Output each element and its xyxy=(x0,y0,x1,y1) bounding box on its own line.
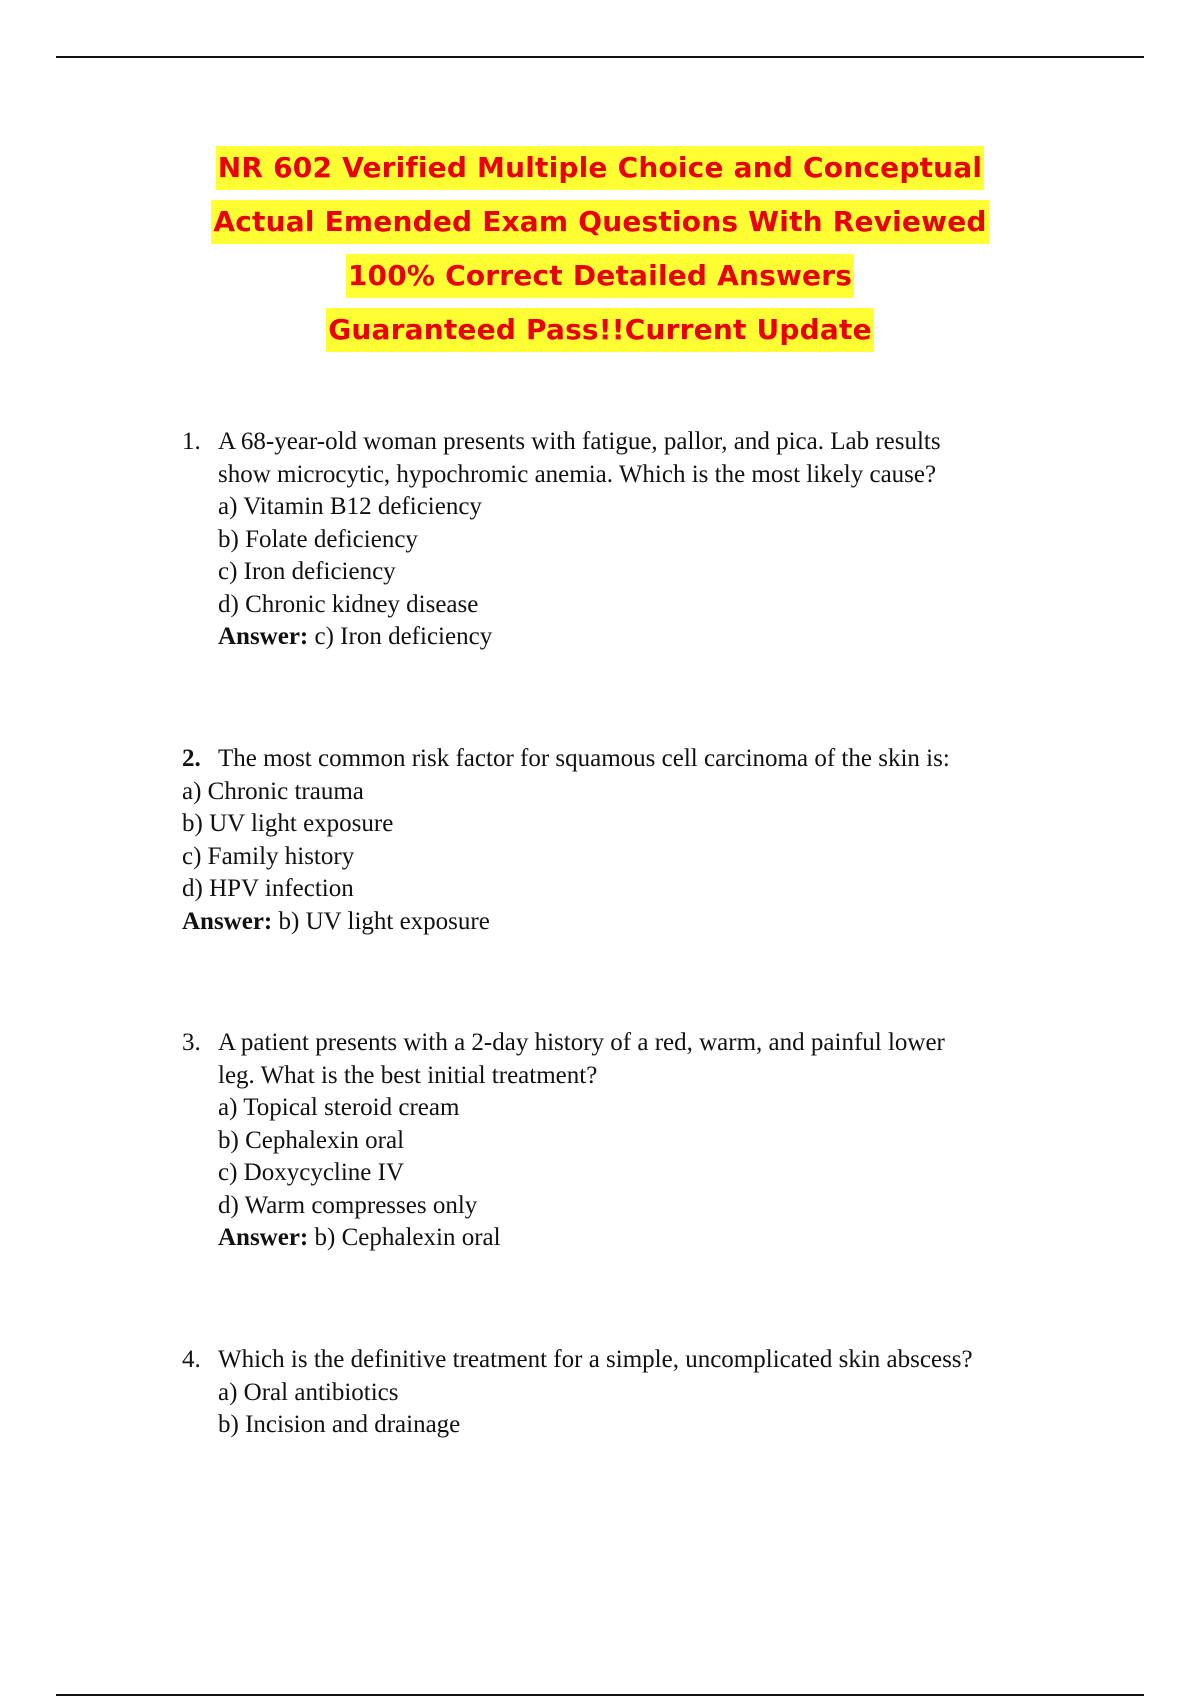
title-line xyxy=(0,254,1200,308)
answer-label: Answer: xyxy=(182,907,273,935)
answer-option: c) Iron deficiency xyxy=(218,558,396,585)
question-2 xyxy=(182,743,950,938)
answer-option: a) Vitamin B12 deficiency xyxy=(218,493,482,520)
answer-option: b) Cephalexin oral xyxy=(218,1126,405,1154)
question-4 xyxy=(182,1344,973,1442)
answer-text: b) Cephalexin oral xyxy=(314,1224,501,1251)
answer-option: d) HPV infection xyxy=(182,875,354,902)
question-3 xyxy=(182,1027,945,1255)
title-text: Guaranteed Pass!!Current Update xyxy=(326,308,874,352)
top-rule xyxy=(56,56,1144,58)
question-text: A patient presents with a 2-day history of a red, warm, and painful lower xyxy=(218,1029,945,1056)
answer-option: c) Family history xyxy=(182,842,355,870)
answer-option: c) Doxycycline IV xyxy=(218,1159,405,1186)
question-stem-line: leg. What is the best initial treatment? xyxy=(218,1061,598,1089)
question-stem-line xyxy=(182,1344,973,1377)
bottom-rule xyxy=(56,1694,1144,1696)
answer-option: b) Incision and drainage xyxy=(218,1411,461,1438)
answer-line xyxy=(182,906,950,939)
question-stem-line: show microcytic, hypochromic anemia. Which is the most likely cause? xyxy=(218,460,937,488)
answer-label: Answer: xyxy=(218,623,309,650)
question-stem-line xyxy=(182,743,950,776)
title-line xyxy=(0,146,1200,200)
title-line xyxy=(0,308,1200,363)
question-stem-line xyxy=(182,1027,945,1060)
answer-text: c) Iron deficiency xyxy=(314,623,493,650)
answer-option: b) UV light exposure xyxy=(182,810,394,837)
answer-label: Answer: xyxy=(218,1224,309,1251)
question-1 xyxy=(182,426,941,654)
question-text: The most common risk factor for squamous cell carcinoma of the skin is: xyxy=(218,745,950,772)
title-text: 100% Correct Detailed Answers xyxy=(346,254,854,298)
question-text: Which is the definitive treatment for a simple, uncomplicated skin abscess? xyxy=(218,1346,973,1373)
answer-option: a) Topical steroid cream xyxy=(218,1094,460,1121)
question-number: 1. xyxy=(182,428,201,455)
question-number: 2. xyxy=(182,745,201,772)
answer-option: d) Warm compresses only xyxy=(218,1191,478,1219)
title-text: NR 602 Verified Multiple Choice and Conceptual xyxy=(216,146,984,190)
title-line xyxy=(0,200,1200,254)
answer-text: b) UV light exposure xyxy=(278,907,490,935)
answer-option: d) Chronic kidney disease xyxy=(218,590,479,618)
answer-option: a) Chronic trauma xyxy=(182,777,364,805)
answer-line xyxy=(182,621,941,654)
answer-option: a) Oral antibiotics xyxy=(218,1378,399,1406)
document-title xyxy=(0,146,1200,363)
question-number: 4. xyxy=(182,1346,201,1373)
question-number: 3. xyxy=(182,1029,201,1056)
answer-option: b) Folate deficiency xyxy=(218,525,418,553)
title-text: Actual Emended Exam Questions With Reviewed xyxy=(211,200,988,244)
question-text: A 68-year-old woman presents with fatigue, pallor, and pica. Lab results xyxy=(218,428,941,455)
question-stem-line xyxy=(182,426,941,459)
answer-line xyxy=(182,1222,945,1255)
